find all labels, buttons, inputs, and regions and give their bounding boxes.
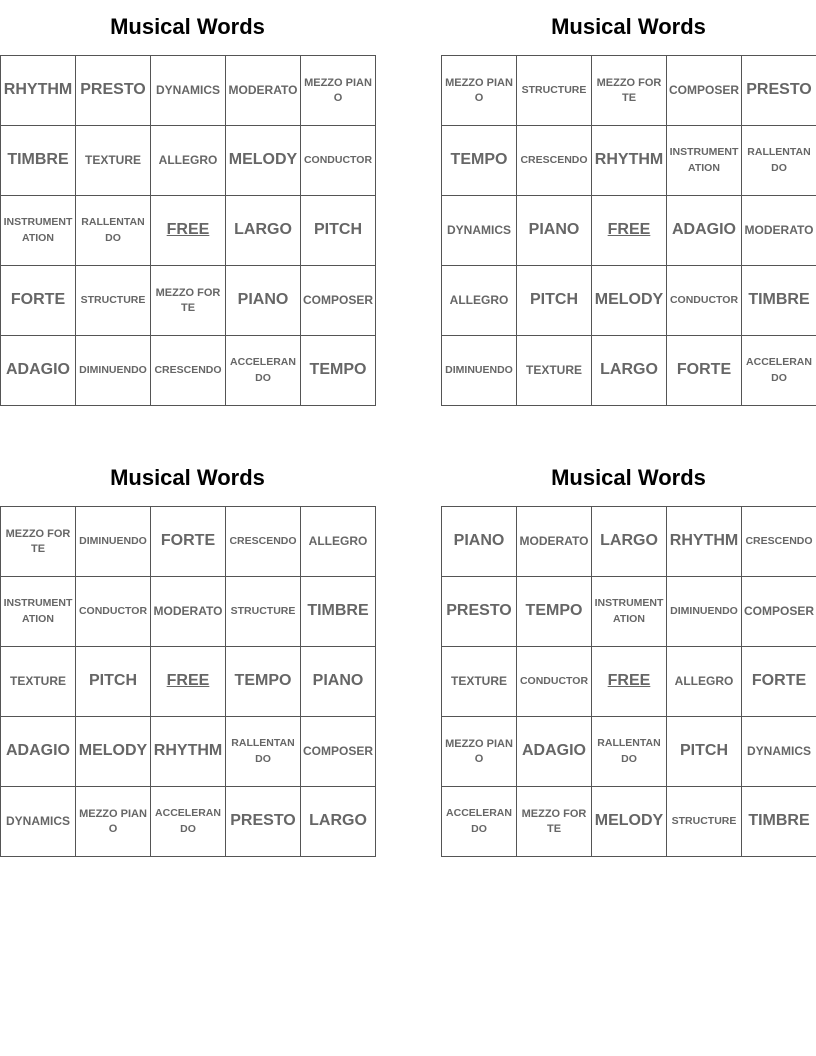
- bingo-cell: ALLEGRO: [151, 126, 226, 196]
- bingo-grid: [0, 506, 376, 857]
- bingo-cell: RALLENTANDO: [592, 717, 667, 787]
- bingo-cell: ADAGIO: [1, 336, 76, 406]
- bingo-cell: LARGO: [226, 196, 301, 266]
- bingo-cell: PIANO: [301, 647, 376, 717]
- bingo-cell: INSTRUMENTATION: [667, 126, 742, 196]
- bingo-card-2: [441, 14, 816, 384]
- bingo-cell: CRESCENDO: [517, 126, 592, 196]
- bingo-cell: PRESTO: [226, 787, 301, 857]
- bingo-cell: PITCH: [517, 266, 592, 336]
- bingo-cell: TIMBRE: [1, 126, 76, 196]
- free-space-cell: FREE: [151, 647, 226, 717]
- bingo-cell: MEZZO PIANO: [301, 56, 376, 126]
- bingo-cell: TIMBRE: [742, 266, 816, 336]
- bingo-cell: TEMPO: [442, 126, 517, 196]
- bingo-cell: ADAGIO: [1, 717, 76, 787]
- bingo-cell: PITCH: [76, 647, 151, 717]
- bingo-cell: PITCH: [301, 196, 376, 266]
- bingo-card-3: [0, 465, 375, 835]
- bingo-cell: ALLEGRO: [667, 647, 742, 717]
- bingo-cell: DYNAMICS: [151, 56, 226, 126]
- bingo-cell: LARGO: [301, 787, 376, 857]
- bingo-cell: FORTE: [1, 266, 76, 336]
- bingo-cell: PRESTO: [442, 577, 517, 647]
- card-title: Musical Words: [110, 14, 265, 39]
- bingo-grid: [0, 55, 376, 406]
- free-space-cell: FREE: [151, 196, 226, 266]
- bingo-cell: MELODY: [592, 787, 667, 857]
- bingo-cell: RHYTHM: [151, 717, 226, 787]
- bingo-cell: MEZZO PIANO: [442, 717, 517, 787]
- bingo-cell: PRESTO: [742, 56, 816, 126]
- bingo-card-4: [441, 465, 816, 835]
- bingo-cell: MEZZO PIANO: [76, 787, 151, 857]
- bingo-grid: [441, 55, 816, 406]
- bingo-cell: STRUCTURE: [226, 577, 301, 647]
- bingo-cell: COMPOSER: [742, 577, 816, 647]
- bingo-cell: ADAGIO: [667, 196, 742, 266]
- card-title: Musical Words: [110, 465, 265, 490]
- bingo-cell: DIMINUENDO: [76, 336, 151, 406]
- bingo-cell: PIANO: [517, 196, 592, 266]
- bingo-cell: CRESCENDO: [742, 507, 816, 577]
- bingo-cell: STRUCTURE: [667, 787, 742, 857]
- bingo-cell: RHYTHM: [1, 56, 76, 126]
- bingo-cell: MODERATO: [226, 56, 301, 126]
- bingo-cell: COMPOSER: [667, 56, 742, 126]
- bingo-cell: MELODY: [592, 266, 667, 336]
- bingo-cell: ACCELERANDO: [742, 336, 816, 406]
- bingo-cell: INSTRUMENTATION: [592, 577, 667, 647]
- bingo-cell: DYNAMICS: [1, 787, 76, 857]
- bingo-cell: DYNAMICS: [442, 196, 517, 266]
- bingo-cell: DIMINUENDO: [667, 577, 742, 647]
- bingo-cell: MODERATO: [151, 577, 226, 647]
- bingo-cell: RHYTHM: [592, 126, 667, 196]
- bingo-cell: MEZZO FORTE: [592, 56, 667, 126]
- bingo-cell: FORTE: [742, 647, 816, 717]
- bingo-cell: LARGO: [592, 336, 667, 406]
- bingo-cell: MELODY: [226, 126, 301, 196]
- bingo-cell: DIMINUENDO: [76, 507, 151, 577]
- bingo-cell: COMPOSER: [301, 717, 376, 787]
- bingo-cell: CONDUCTOR: [76, 577, 151, 647]
- bingo-cell: ALLEGRO: [301, 507, 376, 577]
- bingo-grid: [441, 506, 816, 857]
- bingo-cell: DIMINUENDO: [442, 336, 517, 406]
- bingo-cell: PIANO: [442, 507, 517, 577]
- bingo-cell: FORTE: [667, 336, 742, 406]
- bingo-cell: CRESCENDO: [226, 507, 301, 577]
- bingo-cell: MEZZO FORTE: [517, 787, 592, 857]
- bingo-cell: LARGO: [592, 507, 667, 577]
- bingo-cell: STRUCTURE: [517, 56, 592, 126]
- bingo-cell: MODERATO: [517, 507, 592, 577]
- bingo-cell: ADAGIO: [517, 717, 592, 787]
- bingo-cell: INSTRUMENTATION: [1, 196, 76, 266]
- bingo-cell: STRUCTURE: [76, 266, 151, 336]
- card-title: Musical Words: [551, 14, 706, 39]
- bingo-cell: TEMPO: [517, 577, 592, 647]
- bingo-cell: TEMPO: [301, 336, 376, 406]
- bingo-cell: DYNAMICS: [742, 717, 816, 787]
- bingo-cell: PITCH: [667, 717, 742, 787]
- bingo-cell: TEMPO: [226, 647, 301, 717]
- bingo-cell: ACCELERANDO: [226, 336, 301, 406]
- bingo-cell: RHYTHM: [667, 507, 742, 577]
- bingo-cell: CONDUCTOR: [517, 647, 592, 717]
- bingo-cell: CONDUCTOR: [301, 126, 376, 196]
- bingo-cell: INSTRUMENTATION: [1, 577, 76, 647]
- bingo-cell: MEZZO FORTE: [151, 266, 226, 336]
- free-space-cell: FREE: [592, 196, 667, 266]
- bingo-cell: RALLENTANDO: [76, 196, 151, 266]
- free-space-cell: FREE: [592, 647, 667, 717]
- bingo-cell: TIMBRE: [742, 787, 816, 857]
- bingo-cell: RALLENTANDO: [226, 717, 301, 787]
- bingo-cell: TEXTURE: [442, 647, 517, 717]
- bingo-cell: TEXTURE: [517, 336, 592, 406]
- bingo-cell: PIANO: [226, 266, 301, 336]
- card-title: Musical Words: [551, 465, 706, 490]
- bingo-cell: ALLEGRO: [442, 266, 517, 336]
- bingo-cell: FORTE: [151, 507, 226, 577]
- bingo-cell: MODERATO: [742, 196, 816, 266]
- bingo-cell: MEZZO FORTE: [1, 507, 76, 577]
- bingo-cell: MEZZO PIANO: [442, 56, 517, 126]
- bingo-card-1: [0, 14, 375, 384]
- bingo-cell: TEXTURE: [1, 647, 76, 717]
- bingo-cell: ACCELERANDO: [151, 787, 226, 857]
- bingo-cell: TEXTURE: [76, 126, 151, 196]
- bingo-cell: COMPOSER: [301, 266, 376, 336]
- bingo-cell: CRESCENDO: [151, 336, 226, 406]
- bingo-cell: ACCELERANDO: [442, 787, 517, 857]
- bingo-cell: CONDUCTOR: [667, 266, 742, 336]
- bingo-cell: PRESTO: [76, 56, 151, 126]
- bingo-cell: MELODY: [76, 717, 151, 787]
- bingo-cell: RALLENTANDO: [742, 126, 816, 196]
- bingo-cell: TIMBRE: [301, 577, 376, 647]
